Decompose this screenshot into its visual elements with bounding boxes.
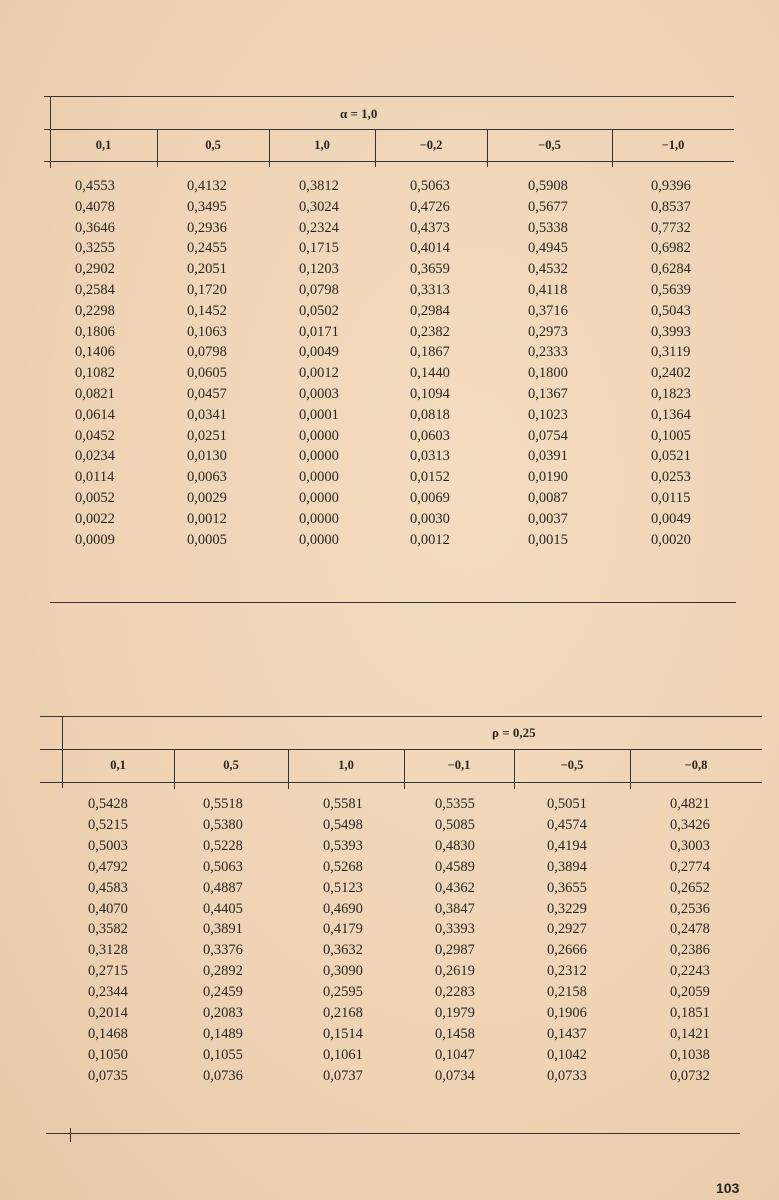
- table2-cell: 0,3655: [547, 879, 587, 896]
- table2-bottom-rule: [46, 1133, 740, 1134]
- table1-cell: 0,1452: [187, 302, 227, 319]
- table1-cell: 0,0012: [187, 510, 227, 527]
- table1-cell: 0,4726: [410, 198, 450, 215]
- table2-cell: 0,2666: [547, 942, 587, 959]
- table1-cell: 0,1367: [528, 386, 568, 402]
- table1-column-header: 0,5: [205, 138, 221, 152]
- table1-title-rule: [44, 129, 734, 130]
- table1-cell: 0,6982: [651, 240, 691, 257]
- table2-cell: 0,3632: [323, 942, 363, 959]
- table2-column-header: −0,8: [684, 758, 708, 772]
- table1-cell: 0,2333: [528, 344, 568, 361]
- table1-cell: 0,1364: [651, 406, 691, 423]
- table1-cell: 0,0603: [410, 427, 450, 444]
- table1-cell: 0,0087: [528, 490, 568, 506]
- table1-cell: 0,0130: [187, 448, 227, 465]
- table1-cell: 0,0190: [528, 469, 568, 486]
- table2-cell: 0,3128: [88, 942, 128, 959]
- table2-cell: 0,2059: [670, 984, 710, 1001]
- table1-cell: 0,0452: [75, 427, 115, 444]
- table1-cell: 0,0251: [187, 427, 227, 444]
- table1-cell: 0,7732: [651, 219, 691, 236]
- table1-cell: 0,0020: [651, 531, 691, 548]
- table2-cell: 0,4194: [547, 837, 587, 854]
- table1-cell: 0,3646: [75, 219, 115, 236]
- table1-cell: 0,4014: [410, 240, 450, 257]
- table1-title: α = 1,0: [340, 106, 378, 121]
- table2-cell: 0,4070: [88, 900, 128, 917]
- table1-cell: 0,5908: [528, 178, 568, 194]
- table2-top-rule: [40, 716, 762, 717]
- table2-cell: 0,3894: [547, 858, 587, 875]
- table1-cell: 0,0614: [75, 406, 115, 423]
- table1-cell: 0,0029: [187, 490, 227, 506]
- table2-cell: 0,1061: [323, 1046, 363, 1063]
- table1-cell: 0,5043: [651, 302, 691, 319]
- table2-title-rule: [40, 749, 762, 750]
- page-number: 103: [716, 1180, 740, 1196]
- table1-cell: 0,1823: [651, 386, 691, 402]
- table2-cell: 0,5428: [88, 796, 128, 812]
- table2-cell: 0,5123: [323, 879, 363, 896]
- table1-column-header: 1,0: [314, 138, 330, 152]
- table2-cell: 0,3426: [670, 816, 710, 833]
- table2-cell: 0,1437: [547, 1025, 587, 1042]
- table1-column-header: −0,5: [538, 138, 561, 152]
- table1-cell: 0,0012: [410, 531, 450, 548]
- table1-cell: 0,0000: [299, 531, 339, 548]
- table2-cell: 0,5228: [203, 837, 243, 854]
- table2-cell: 0,3891: [203, 921, 243, 938]
- table1-cell: 0,1063: [187, 323, 227, 340]
- table2-column-header: −0,1: [447, 758, 471, 772]
- table2-header-rule: [40, 782, 762, 783]
- table1-cell: 0,3659: [410, 261, 450, 278]
- table1-cell: 0,2324: [299, 219, 339, 236]
- table1-cell: 0,5063: [410, 178, 450, 194]
- table1-cell: 0,2051: [187, 261, 227, 278]
- table1-cell: 0,2298: [75, 302, 115, 319]
- table1-cell: 0,3716: [528, 302, 568, 319]
- table1-cell: 0,4553: [75, 178, 115, 194]
- table1-cell: 0,0063: [187, 469, 227, 486]
- table1-cell: 0,2902: [75, 261, 115, 278]
- table1-cell: 0,5639: [651, 282, 691, 298]
- table2-cell: 0,2312: [547, 963, 587, 980]
- table2-cell: 0,4179: [323, 921, 363, 938]
- table2-left-rule: [62, 716, 63, 788]
- table1-column-header: −1,0: [661, 138, 685, 152]
- table2-cell: 0,2168: [323, 1005, 363, 1021]
- table1-cell: 0,1715: [299, 240, 339, 257]
- table1-cell: 0,0000: [299, 510, 339, 527]
- table2-cell: 0,1042: [547, 1046, 587, 1063]
- table2-cell: 0,2619: [435, 963, 475, 980]
- table2-cell: 0,1906: [547, 1005, 587, 1021]
- table2-cell: 0,1514: [323, 1025, 363, 1042]
- table2-cell: 0,5518: [203, 796, 243, 812]
- table2-cell: 0,3229: [547, 900, 587, 917]
- table2-cell: 0,2892: [203, 963, 243, 980]
- table2-cell: 0,1458: [435, 1025, 475, 1042]
- table2-column-header: 0,5: [223, 758, 239, 772]
- table1-cell: 0,0114: [75, 469, 115, 486]
- table2-cell: 0,2478: [670, 921, 710, 938]
- table2-cell: 0,2595: [323, 984, 363, 1001]
- table2-cell: 0,0734: [435, 1067, 475, 1084]
- table2-cell: 0,3847: [435, 900, 475, 917]
- table1-cell: 0,1406: [75, 344, 115, 361]
- table1-cell: 0,1094: [410, 386, 450, 402]
- table2-cell: 0,2652: [670, 879, 710, 896]
- table1-cell: 0,5338: [528, 219, 568, 236]
- table1-cell: 0,1005: [651, 427, 691, 444]
- table1-cell: 0,0821: [75, 386, 115, 402]
- table1-cell: 0,2584: [75, 282, 115, 298]
- table2-title: ρ = 0,25: [492, 725, 536, 740]
- table2-cell: 0,5003: [88, 837, 128, 854]
- table1-cell: 0,2455: [187, 240, 227, 257]
- table2-cell: 0,2243: [670, 963, 710, 980]
- table2-cell: 0,1851: [670, 1005, 710, 1021]
- table2-cell: 0,1055: [203, 1046, 243, 1063]
- table1-cell: 0,3313: [410, 282, 450, 298]
- table2-cell: 0,3582: [88, 921, 128, 938]
- table1-cell: 0,0115: [651, 490, 691, 506]
- table2-column-header: −0,5: [560, 758, 584, 772]
- table2-cell: 0,4830: [435, 837, 475, 854]
- table1-cell: 0,0000: [299, 448, 339, 465]
- table1-cell: 0,0049: [299, 344, 339, 361]
- table1-cell: 0,1720: [187, 282, 227, 298]
- table1-cell: 0,0012: [299, 365, 339, 382]
- table2-cell: 0,0737: [323, 1067, 363, 1084]
- table2-cell: 0,4887: [203, 879, 243, 896]
- table2-cell: 0,5215: [88, 816, 128, 833]
- table1-cell: 0,1806: [75, 323, 115, 340]
- table1-cell: 0,0005: [187, 531, 227, 548]
- table1-cell: 0,0022: [75, 510, 115, 527]
- table1-cell: 0,3255: [75, 240, 115, 257]
- table1-cell: 0,1800: [528, 365, 568, 382]
- table1-bottom-rule: [50, 602, 736, 603]
- table1-cell: 0,0313: [410, 448, 450, 465]
- table1-cell: 0,1082: [75, 365, 115, 382]
- table1-cell: 0,3993: [651, 323, 691, 340]
- table1-column-header: 0,1: [95, 138, 112, 152]
- table1-cell: 0,3495: [187, 198, 227, 215]
- table2-cell: 0,2459: [203, 984, 243, 1001]
- table1-cell: 0,4945: [528, 240, 568, 257]
- table1-cell: 0,4118: [528, 282, 568, 298]
- table1-cell: 0,0341: [187, 406, 227, 423]
- table1-cell: 0,4373: [410, 219, 450, 236]
- table1-cell: 0,4078: [75, 198, 115, 215]
- table2-column-header: 1,0: [338, 758, 354, 772]
- table2-cell: 0,2344: [88, 984, 128, 1001]
- table1-cell: 0,0052: [75, 490, 115, 506]
- table2-cell: 0,5380: [203, 816, 243, 833]
- table2-cell: 0,1421: [670, 1025, 710, 1042]
- table2-cell: 0,2715: [88, 963, 128, 980]
- table1-cell: 0,2382: [410, 323, 450, 340]
- table2-cell: 0,5051: [547, 796, 587, 812]
- table1-header-rule: [44, 161, 734, 162]
- table1-column-header: −0,2: [419, 138, 443, 152]
- table1-cell: 0,0754: [528, 427, 568, 444]
- table1-cell: 0,0049: [651, 510, 691, 527]
- table2-cell: 0,0736: [203, 1067, 243, 1084]
- table1-cell: 0,5677: [528, 198, 568, 215]
- table1-cell: 0,1203: [299, 261, 339, 278]
- table2-cell: 0,1489: [203, 1025, 243, 1042]
- table1-cell: 0,4532: [528, 261, 568, 278]
- table2-cell: 0,1468: [88, 1025, 128, 1042]
- table1-cell: 0,0234: [75, 448, 115, 465]
- table2-cell: 0,2987: [435, 942, 475, 959]
- table1-cell: 0,0818: [410, 406, 450, 423]
- table2-cell: 0,5268: [323, 858, 363, 875]
- table1-cell: 0,0798: [187, 344, 227, 361]
- table2-cell: 0,4792: [88, 858, 128, 875]
- table2-cell: 0,5498: [323, 816, 363, 833]
- table2-cell: 0,2386: [670, 942, 710, 959]
- table1-cell: 0,0000: [299, 427, 339, 444]
- table2-cell: 0,2283: [435, 984, 475, 1001]
- table1-cell: 0,1440: [410, 365, 450, 382]
- table2-cell: 0,4405: [203, 900, 243, 917]
- table1-cell: 0,0171: [299, 323, 339, 340]
- table2-cell: 0,0735: [88, 1067, 128, 1084]
- table1-cell: 0,2402: [651, 365, 691, 382]
- table1-cell: 0,0253: [651, 469, 691, 486]
- table2-cell: 0,2014: [88, 1005, 128, 1021]
- table2-cell: 0,2927: [547, 921, 587, 938]
- table2-cell: 0,1038: [670, 1046, 710, 1063]
- table1-cell: 0,0521: [651, 448, 691, 465]
- table1-cell: 0,1867: [410, 344, 450, 361]
- table1-cell: 0,0003: [299, 386, 339, 402]
- table2-cell: 0,1050: [88, 1046, 128, 1063]
- table2-cell: 0,1047: [435, 1046, 475, 1063]
- table2-cell: 0,3090: [323, 963, 363, 980]
- table1-cell: 0,0015: [528, 531, 568, 548]
- table2-cell: 0,2158: [547, 984, 587, 1001]
- table2-cell: 0,2083: [203, 1005, 243, 1021]
- table1-cell: 0,6284: [651, 261, 691, 278]
- table1-cell: 0,0000: [299, 469, 339, 486]
- table2-cell: 0,3376: [203, 942, 243, 959]
- table1-cell: 0,3812: [299, 178, 339, 194]
- table1-cell: 0,0009: [75, 531, 115, 548]
- table1-cell: 0,0000: [299, 490, 339, 506]
- table2-cell: 0,4690: [323, 900, 363, 917]
- table2-cell: 0,0733: [547, 1067, 587, 1084]
- table2-column-header: 0,1: [110, 758, 126, 772]
- table1-cell: 0,0502: [299, 302, 339, 319]
- table2-cell: 0,4574: [547, 816, 587, 833]
- table1-cell: 0,0030: [410, 510, 450, 527]
- table2-cell: 0,5355: [435, 796, 475, 812]
- table1-cell: 0,2936: [187, 219, 227, 236]
- table1-cell: 0,0037: [528, 510, 568, 527]
- table2-cell: 0,2774: [670, 858, 710, 875]
- table1-cell: 0,9396: [651, 178, 691, 194]
- table1-cell: 0,3024: [299, 198, 339, 215]
- table2-cell: 0,4583: [88, 879, 128, 896]
- table1-cell: 0,0457: [187, 386, 227, 402]
- table1-cell: 0,1023: [528, 406, 568, 423]
- table1-cell: 0,0152: [410, 469, 450, 486]
- table1-cell: 0,4132: [187, 178, 227, 194]
- table2-cell: 0,1979: [435, 1005, 475, 1021]
- table1-cell: 0,3119: [651, 344, 691, 361]
- table2-cell: 0,4589: [435, 858, 475, 875]
- table2-bottom-tick: [70, 1128, 71, 1142]
- table1-cell: 0,2973: [528, 323, 568, 340]
- table1-cell: 0,0798: [299, 282, 339, 298]
- table1-cell: 0,0605: [187, 365, 227, 382]
- table1-cell: 0,8537: [651, 198, 691, 215]
- table2-cell: 0,2536: [670, 900, 710, 917]
- table2-cell: 0,5063: [203, 858, 243, 875]
- table1-cell: 0,2984: [410, 302, 450, 319]
- table2-cell: 0,5085: [435, 816, 475, 833]
- table1-cell: 0,0069: [410, 490, 450, 506]
- table2-cell: 0,5581: [323, 796, 363, 812]
- table2-cell: 0,0732: [670, 1067, 710, 1084]
- table2-cell: 0,4362: [435, 879, 475, 896]
- table2-cell: 0,3003: [670, 837, 710, 854]
- table1-top-rule: [44, 96, 734, 97]
- table2-cell: 0,4821: [670, 796, 710, 812]
- table2-cell: 0,5393: [323, 837, 363, 854]
- table1-cell: 0,0001: [299, 406, 339, 423]
- table2-cell: 0,3393: [435, 921, 475, 938]
- table1-cell: 0,0391: [528, 448, 568, 465]
- table1-left-rule: [50, 96, 51, 168]
